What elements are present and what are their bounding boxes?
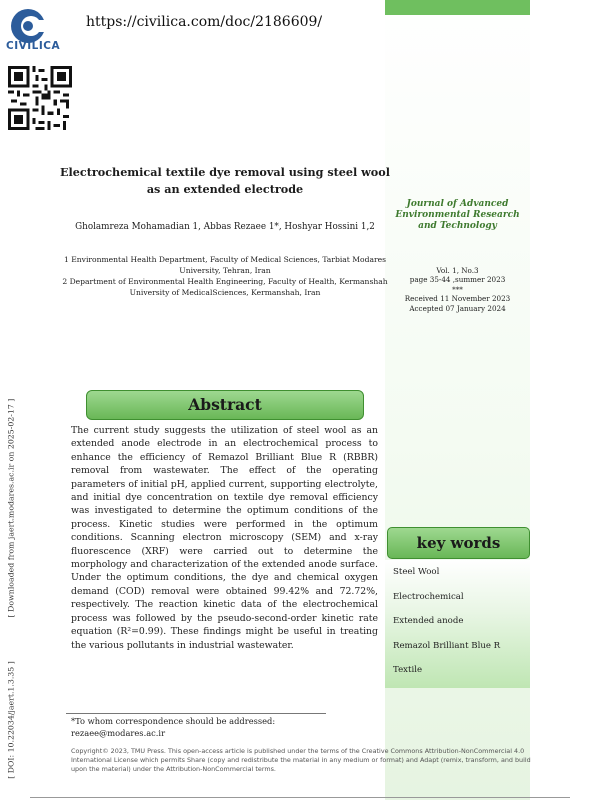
keyword-item: Textile [393, 665, 423, 675]
affiliation-1: 1 Environmental Health Department, Faculty of Medical Sciences, Tarbiat Modares University, Tehran, Iran [63, 255, 387, 275]
correspondence-label: *To whom correspondence should be addressed: [71, 716, 276, 726]
abstract-heading: Abstract [86, 390, 364, 420]
received-date: Received 11 November 2023 [404, 294, 511, 304]
keyword-item: Steel Wool [393, 567, 440, 577]
abstract-body: The current study suggests the utilization of steel wool as an extended anode electrode in an electrochemical process to enhance the efficiency of Remazol Brilliant Blue R (RBBR) removal from wastewater. The effect of the operating parameters of initial pH, applied current, supporting electrolyte, and initial dye concentration on textile dye removal efficiency was investigated to determine the optimum conditions of the process. Kinetic studies were performed in the optimum conditions. Scanning electron microscopy (SEM) and x-ray fluorescence (XRF) were carried out to determine the morphology and characterization of the extended anode surface. Under the optimum conditions, the dye and chemical oxygen demand (COD) removal were obtained 99.42% and 72.72%, respectively. The reaction kinetic data of the electrochemical process was followed by the pseudo-second-order kinetic rate equation (R²=0.99). These findings might be useful in treating the various pollutants in industrial wastewater. [71, 425, 378, 651]
affiliation-2: 2 Department of Environmental Health Engineering, Faculty of Health, Kermanshah University of MedicalSciences, Kermanshah, Iran [62, 277, 388, 297]
correspondence-note [71, 716, 275, 739]
affiliations [60, 254, 390, 298]
qr-code-icon [8, 66, 72, 130]
keywords-heading: key words [387, 527, 530, 559]
volume-info: Vol. 1, No.3 [436, 266, 479, 275]
copyright-notice: Copyright© 2023, TMU Press. This open-access article is published under the terms of the Creative Commons Attribution-NonCommercial 4.0 International License which permits Share (copy and redistribute the material in any medium or format) and Adapt (remix, transform, and build upon the material) under the Attribution-NonCommercial terms. [71, 747, 531, 773]
journal-meta [390, 266, 525, 313]
download-stamp [5, 398, 17, 618]
doi-stamp-text: [ DOI: 10.22034/jaert.1.3.35 ] [6, 661, 16, 779]
page-info: page 35-44 ,summer 2023 [409, 275, 506, 285]
page-bottom-rule [30, 797, 570, 798]
author-list: Gholamreza Mohamadian 1, Abbas Rezaee 1*, Hoshyar Hossini 1,2 [75, 222, 375, 232]
footnote-divider [66, 713, 326, 714]
keyword-item: Extended anode [393, 616, 464, 626]
keyword-item: Remazol Brilliant Blue R [393, 640, 501, 651]
document-url[interactable]: https://civilica.com/doc/2186609/ [86, 14, 323, 30]
meta-separator: *** [452, 284, 463, 294]
paper-title: Electrochemical textile dye removal using steel wool as an extended electrode [60, 165, 390, 196]
doi-stamp [5, 655, 17, 785]
download-stamp-text: [ Downloaded from jaert.modares.ac.ir on 2025-02-17 ] [6, 398, 16, 618]
correspondence-email[interactable]: rezaee@modares.ac.ir [71, 727, 166, 738]
journal-name: Journal of Advanced Environmental Research and Technology [395, 199, 520, 231]
logo-text: CIVILICA [6, 40, 61, 52]
keyword-item: Electrochemical [393, 591, 464, 602]
keyword-list [393, 565, 528, 688]
accepted-date: Accepted 07 January 2024 [409, 303, 506, 313]
sidebar-top-bar [385, 0, 530, 15]
